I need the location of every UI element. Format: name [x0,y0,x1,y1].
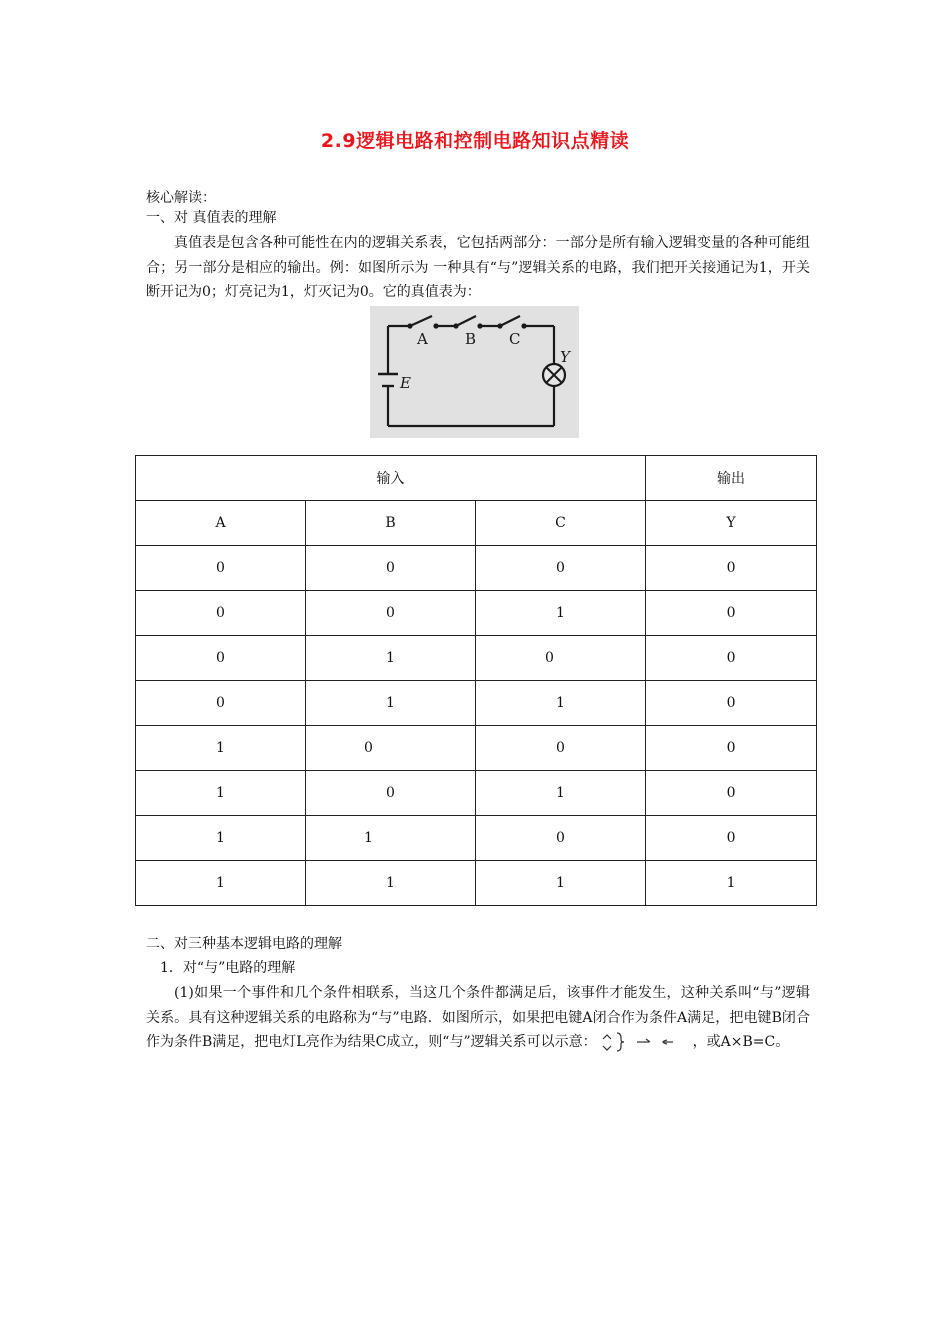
table-cell: 1 [136,861,306,906]
table-cell: 0 [646,591,817,636]
table-column-header [136,501,817,546]
column-header: B [306,501,476,546]
section2-paragraph [146,981,810,1055]
column-header: Y [646,501,817,546]
table-cell: 0 [476,816,646,861]
table-row [136,816,817,861]
table-cell: 0 [136,591,306,636]
truth-table [135,455,817,906]
table-cell: 0 [646,636,817,681]
table-cell: 1 [136,771,306,816]
table-row [136,636,817,681]
table-cell: 0 [136,636,306,681]
table-cell: 1 [306,816,476,861]
table-cell: 1 [476,861,646,906]
section2-paragraph-text: (1)如果一个事件和几个条件相联系，当这几个条件都满足后，该事件才能发生，这种关系叫“与”逻辑关系。具有这种逻辑关系的电路称为“与”电路．如图所示，如果把电键A闭合作为条件A满足，把电键B闭合作为条件B满足，把电灯L亮作为结果C成立，则“与”逻辑关系可以示意： [146,985,810,1050]
table-cell: 0 [646,771,817,816]
column-header: C [476,501,646,546]
table-cell: 0 [476,636,646,681]
section2-heading: 二、对三种基本逻辑电路的理解 [146,936,342,952]
lamp-label: Y [560,348,570,366]
output-group-header: 输出 [646,456,817,501]
table-cell: 1 [136,816,306,861]
switch-label-a: A [417,330,428,348]
table-cell: 1 [136,726,306,771]
column-header: A [136,501,306,546]
table-cell: 0 [306,591,476,636]
core-heading: 核心解读： [146,190,216,206]
switch-label-c: C [509,330,521,348]
table-cell: 1 [306,636,476,681]
table-cell: 0 [476,726,646,771]
table-cell: 1 [306,861,476,906]
table-cell: 0 [646,816,817,861]
table-cell: 1 [646,861,817,906]
section1-paragraph: 真值表是包含各种可能性在内的逻辑关系表，它包括两部分：一部分是所有输入逻辑变量的各种可能组合；另一部分是相应的输出。例：如图所示为 一种具有“与”逻辑关系的电路，我们把开关接通记为1，开关断开记为0；灯亮记为1，灯灭记为0。它的真值表为： [146,235,810,300]
table-cell: 0 [476,546,646,591]
table-row [136,546,817,591]
table-cell: 1 [476,591,646,636]
table-row [136,771,817,816]
logic-formula-graphic [597,1031,693,1053]
circuit-diagram [370,306,579,438]
table-header-group [136,456,817,501]
formula-tail: ，或A×B=C。 [692,1034,790,1050]
section1-heading: 一、对 真值表的理解 [146,210,277,226]
table-row [136,726,817,771]
table-cell: 0 [646,726,817,771]
table-cell: 0 [136,546,306,591]
table-cell: 1 [476,681,646,726]
battery-label: E [400,374,411,392]
table-cell: 0 [306,546,476,591]
table-cell: 0 [306,771,476,816]
table-cell: 1 [306,681,476,726]
table-cell: 0 [646,681,817,726]
table-cell: 0 [306,726,476,771]
table-cell: 0 [136,681,306,726]
table-row [136,591,817,636]
input-group-header: 输入 [136,456,646,501]
table-row [136,681,817,726]
section2-subheading: 1．对“与”电路的理解 [160,960,296,976]
table-row [136,861,817,906]
page-title: 2.9逻辑电路和控制电路知识点精读 [320,130,630,152]
table-cell: 0 [646,546,817,591]
switch-label-b: B [465,330,477,348]
table-cell: 1 [476,771,646,816]
